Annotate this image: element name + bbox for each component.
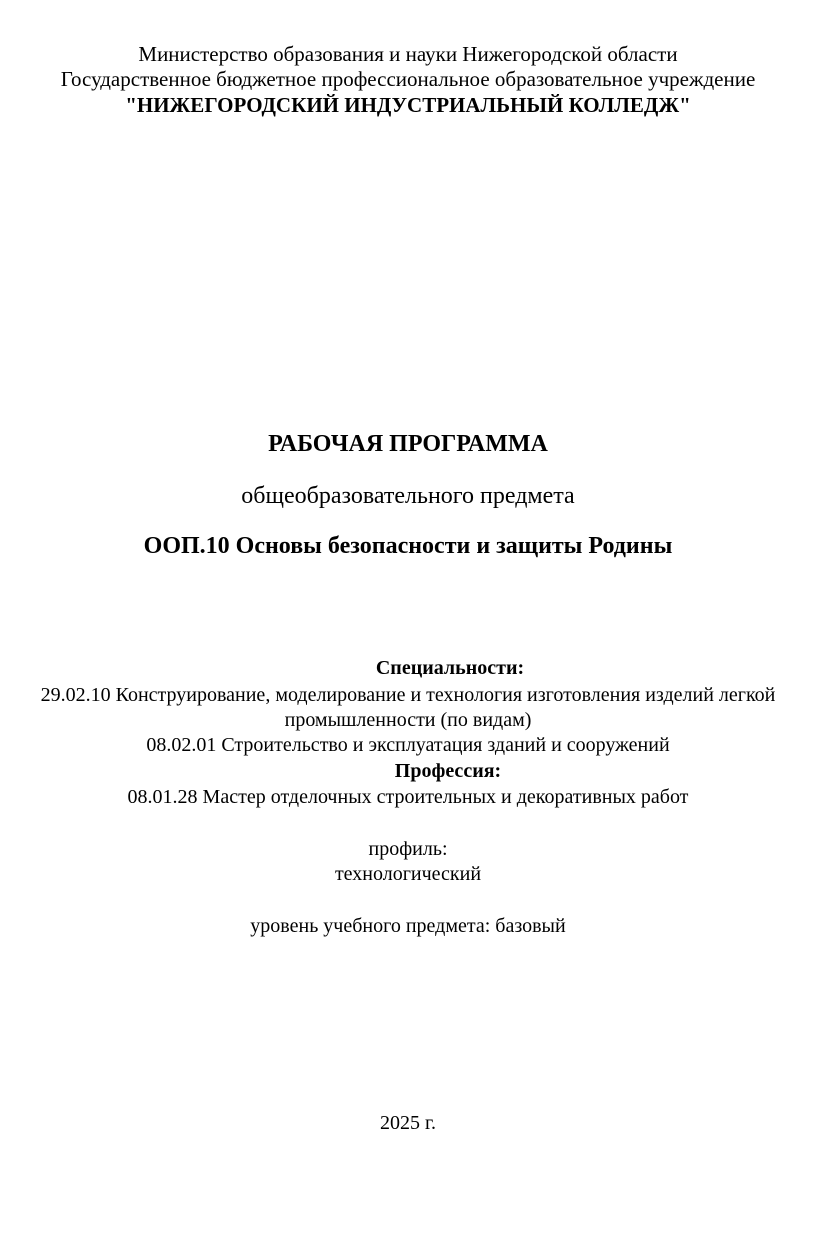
profile-label: профиль: bbox=[368, 838, 448, 860]
specialty-item: промышленности (по видам) bbox=[284, 709, 532, 731]
profession-item: 08.01.28 Мастер отделочных строительных и декоративных работ bbox=[127, 786, 689, 808]
document-year: 2025 г. bbox=[380, 1112, 436, 1134]
document-subtitle: общеобразовательного предмета bbox=[241, 483, 575, 509]
specialty-item: 08.02.01 Строительство и эксплуатация зданий и сооружений bbox=[146, 734, 670, 756]
ministry-name: Министерство образования и науки Нижегородской области bbox=[138, 42, 678, 66]
college-name: "НИЖЕГОРОДСКИЙ ИНДУСТРИАЛЬНЫЙ КОЛЛЕДЖ" bbox=[125, 93, 691, 117]
institution-type: Государственное бюджетное профессиональное образовательное учреждение bbox=[60, 67, 756, 91]
subject-title: ООП.10 Основы безопасности и защиты Родины bbox=[143, 533, 673, 559]
profile-value: технологический bbox=[334, 863, 482, 885]
specialty-item: 29.02.10 Конструирование, моделирование и технология изготовления изделий легкой bbox=[40, 684, 776, 706]
specialties-label: Специальности: bbox=[375, 657, 525, 679]
subject-level: уровень учебного предмета: базовый bbox=[250, 915, 566, 937]
document-title: РАБОЧАЯ ПРОГРАММА bbox=[268, 431, 548, 457]
profession-label: Профессия: bbox=[394, 760, 502, 782]
